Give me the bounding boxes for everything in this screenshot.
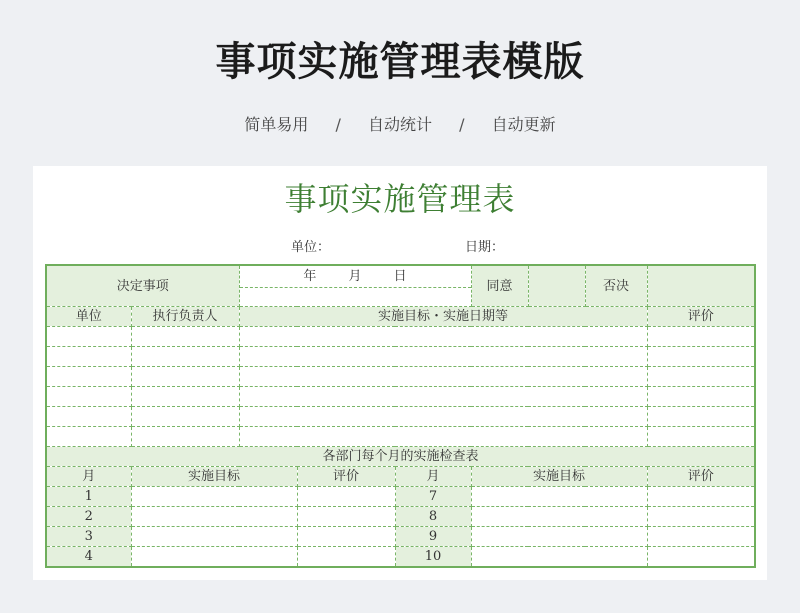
target-cell[interactable] bbox=[131, 527, 297, 547]
banner-title: 事项实施管理表模版 bbox=[215, 39, 585, 85]
col-header-unit: 单位 bbox=[46, 307, 131, 327]
table-row bbox=[46, 327, 755, 347]
document-title: 事项实施管理表 bbox=[284, 180, 516, 218]
decision-date-blank bbox=[240, 288, 471, 306]
day-label: 日 bbox=[393, 268, 407, 284]
unit-cell[interactable] bbox=[46, 367, 131, 387]
monthly-section-title: 各部门每个月的实施检查表 bbox=[46, 447, 755, 467]
evaluation-cell[interactable] bbox=[647, 427, 755, 447]
month-cell: 3 bbox=[46, 527, 131, 547]
decision-date-cell[interactable] bbox=[239, 265, 471, 307]
evaluation-cell[interactable] bbox=[647, 547, 755, 568]
table-row bbox=[46, 427, 755, 447]
month-cell: 4 bbox=[46, 547, 131, 568]
col-header-executor: 执行负责人 bbox=[131, 307, 239, 327]
executor-cell[interactable] bbox=[131, 387, 239, 407]
table-row bbox=[46, 547, 755, 568]
evaluation-cell[interactable] bbox=[647, 527, 755, 547]
decision-date bbox=[240, 267, 471, 288]
tag-separator: / bbox=[459, 115, 465, 134]
evaluation-cell[interactable] bbox=[647, 407, 755, 427]
unit-cell[interactable] bbox=[46, 427, 131, 447]
spreadsheet-preview bbox=[33, 166, 767, 580]
target-cell[interactable] bbox=[131, 487, 297, 507]
col-header-target-right: 实施目标 bbox=[471, 467, 647, 487]
executor-cell[interactable] bbox=[131, 407, 239, 427]
month-cell: 10 bbox=[395, 547, 471, 568]
evaluation-cell[interactable] bbox=[647, 387, 755, 407]
monthly-title-row bbox=[46, 447, 755, 467]
tag-auto-update: 自动更新 bbox=[491, 115, 556, 134]
monthly-header-row bbox=[46, 467, 755, 487]
target-cell[interactable] bbox=[239, 347, 647, 367]
decision-label: 决定事项 bbox=[46, 265, 239, 307]
target-cell[interactable] bbox=[239, 367, 647, 387]
unit-cell[interactable] bbox=[46, 387, 131, 407]
evaluation-cell[interactable] bbox=[647, 487, 755, 507]
decision-row bbox=[46, 265, 755, 307]
table-row bbox=[46, 367, 755, 387]
tag-separator: / bbox=[335, 115, 341, 134]
year-label: 年 bbox=[303, 268, 317, 284]
target-cell[interactable] bbox=[131, 507, 297, 527]
executor-cell[interactable] bbox=[131, 327, 239, 347]
col-header-target-left: 实施目标 bbox=[131, 467, 297, 487]
evaluation-cell[interactable] bbox=[647, 367, 755, 387]
table-row bbox=[46, 387, 755, 407]
col-header-target: 实施目标・实施日期等 bbox=[239, 307, 647, 327]
month-cell: 8 bbox=[395, 507, 471, 527]
table-row bbox=[46, 487, 755, 507]
target-cell[interactable] bbox=[239, 327, 647, 347]
target-cell[interactable] bbox=[131, 547, 297, 568]
col-header-evaluation: 评价 bbox=[647, 307, 755, 327]
target-cell[interactable] bbox=[471, 547, 647, 568]
col-header-month-left: 月 bbox=[46, 467, 131, 487]
month-cell: 1 bbox=[46, 487, 131, 507]
col-header-month-right: 月 bbox=[395, 467, 471, 487]
tag-easy: 简单易用 bbox=[244, 115, 309, 134]
target-cell[interactable] bbox=[239, 427, 647, 447]
evaluation-cell[interactable] bbox=[297, 507, 395, 527]
table-row bbox=[46, 507, 755, 527]
date-label: 日期： bbox=[465, 240, 505, 255]
tag-auto-stats: 自动统计 bbox=[367, 115, 432, 134]
executor-cell[interactable] bbox=[131, 427, 239, 447]
table-row bbox=[46, 407, 755, 427]
target-cell[interactable] bbox=[471, 487, 647, 507]
tagline bbox=[0, 112, 800, 135]
month-label: 月 bbox=[348, 268, 362, 284]
management-table bbox=[45, 264, 756, 568]
col-header-evaluation-left: 评价 bbox=[297, 467, 395, 487]
evaluation-cell[interactable] bbox=[297, 527, 395, 547]
table-row bbox=[46, 347, 755, 367]
evaluation-cell[interactable] bbox=[297, 487, 395, 507]
evaluation-cell[interactable] bbox=[647, 327, 755, 347]
target-cell[interactable] bbox=[239, 387, 647, 407]
evaluation-cell[interactable] bbox=[647, 347, 755, 367]
unit-cell[interactable] bbox=[46, 327, 131, 347]
month-cell: 2 bbox=[46, 507, 131, 527]
month-cell: 9 bbox=[395, 527, 471, 547]
col-header-evaluation-right: 评价 bbox=[647, 467, 755, 487]
unit-cell[interactable] bbox=[46, 407, 131, 427]
target-cell[interactable] bbox=[471, 507, 647, 527]
reject-label: 否决 bbox=[585, 265, 647, 307]
agree-label: 同意 bbox=[471, 265, 528, 307]
items-header-row bbox=[46, 307, 755, 327]
month-cell: 7 bbox=[395, 487, 471, 507]
target-cell[interactable] bbox=[471, 527, 647, 547]
executor-cell[interactable] bbox=[131, 367, 239, 387]
reject-box[interactable] bbox=[647, 265, 755, 307]
executor-cell[interactable] bbox=[131, 347, 239, 367]
evaluation-cell[interactable] bbox=[297, 547, 395, 568]
target-cell[interactable] bbox=[239, 407, 647, 427]
unit-cell[interactable] bbox=[46, 347, 131, 367]
table-row bbox=[46, 527, 755, 547]
unit-label: 单位： bbox=[291, 240, 331, 255]
agree-box[interactable] bbox=[528, 265, 585, 307]
evaluation-cell[interactable] bbox=[647, 507, 755, 527]
